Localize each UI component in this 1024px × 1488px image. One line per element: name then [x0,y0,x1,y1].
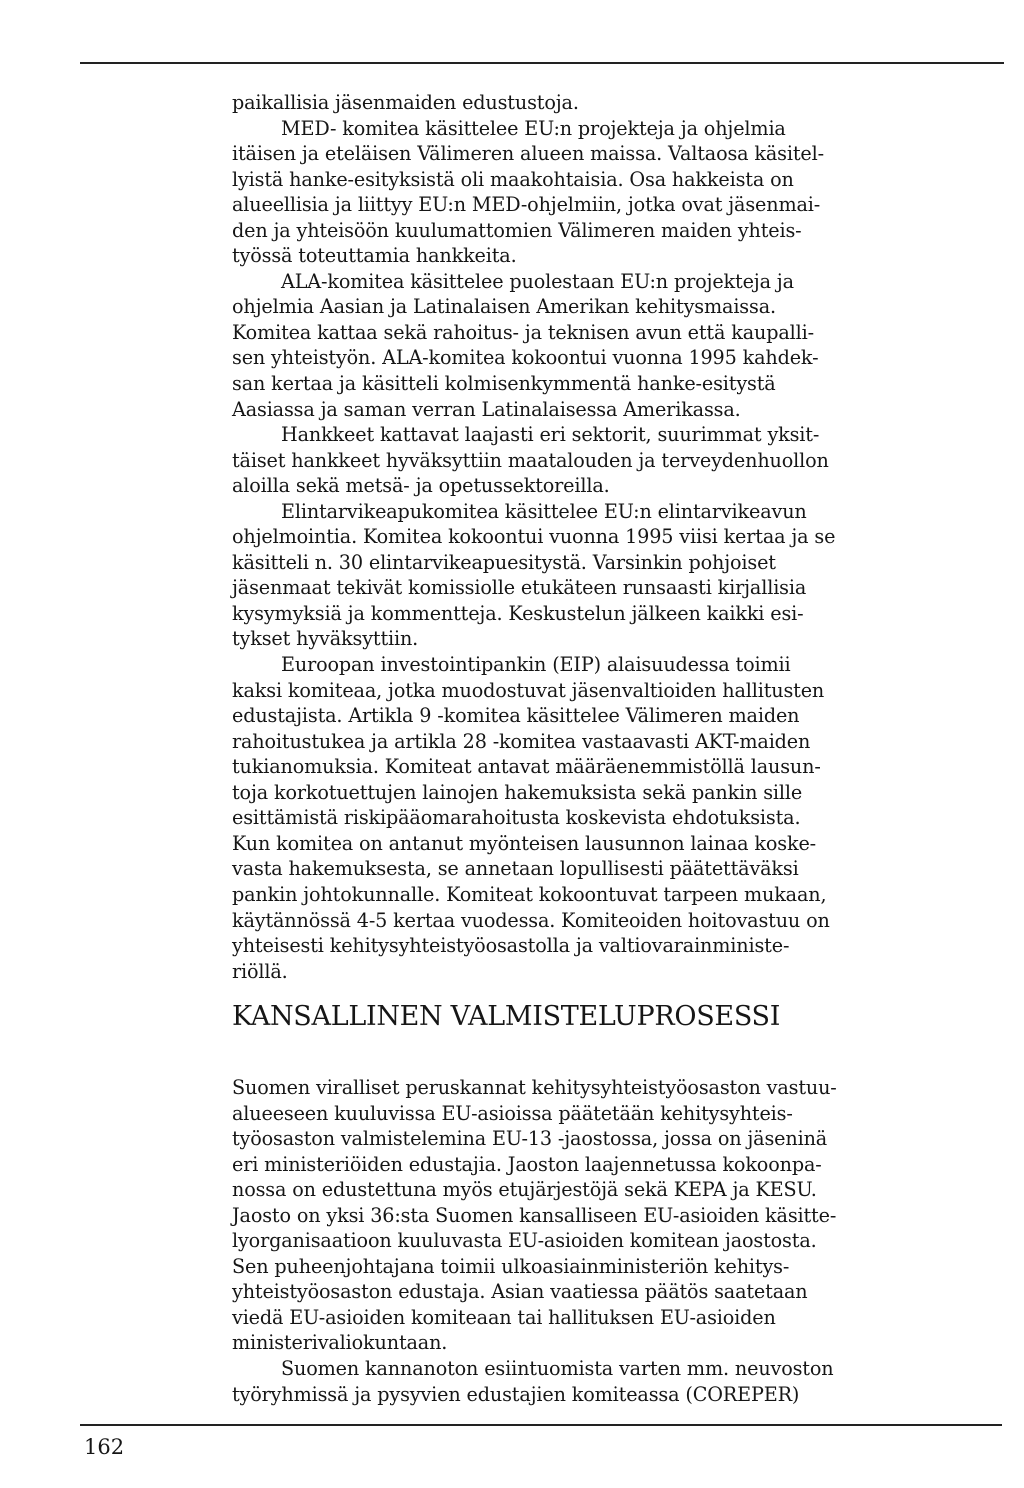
text-line: Hankkeet kattavat laajasti eri sektorit, suurimmat yksit- [281,423,820,447]
text-line: den ja yhteisöön kuulumattomien Välimeren maiden yhteis- [232,218,802,242]
text-line: aloilla sekä metsä- ja opetussektoreilla. [232,474,610,498]
text-line: lyistä hanke-esityksistä oli maakohtaisia. Osa hakkeista on [232,167,794,191]
text-line: työosaston valmistelemina EU-13 -jaostossa, jossa on jäseninä [232,1127,828,1151]
text-line: eri ministeriöiden edustajia. Jaoston laajennetussa kokoonpa- [232,1152,822,1176]
text-line: yhteistyöosaston edustaja. Asian vaatiessa päätös saatetaan [232,1280,808,1304]
text-line: Euroopan investointipankin (EIP) alaisuudessa toimii [281,653,791,677]
text-line: Elintarvikeapukomitea käsittelee EU:n elintarvikeavun [281,499,807,523]
text-line: ohjelmia Aasian ja Latinalaisen Amerikan kehitysmaissa. [232,295,776,319]
text-line: rahoitustukea ja artikla 28 -komitea vastaavasti AKT-maiden [232,729,811,753]
text-line: vasta hakemuksesta, se annetaan lopullisesti päätettäväksi [232,857,799,881]
text-line: lyorganisaatioon kuuluvasta EU-asioiden komitean jaostosta. [232,1229,817,1253]
text-line: kysymyksiä ja kommentteja. Keskustelun jälkeen kaikki esi- [232,601,804,625]
text-line: pankin johtokunnalle. Komiteat kokoontuvat tarpeen mukaan, [232,882,827,906]
text-line: Jaosto on yksi 36:sta Suomen kansalliseen EU-asioiden käsitte- [232,1203,837,1227]
text-line: toja korkotuettujen lainojen hakemuksista sekä pankin sille [232,780,803,804]
text-line: täiset hankkeet hyväksyttiin maatalouden ja terveydenhuollon [232,448,829,472]
text-line: sen yhteistyön. ALA-komitea kokoontui vuonna 1995 kahdek- [232,346,819,370]
text-line: viedä EU-asioiden komiteaan tai hallituksen EU-asioiden [232,1305,776,1329]
text-line: Suomen kannanoton esiintuomista varten mm. neuvoston [281,1357,834,1381]
text-line: MED- komitea käsittelee EU:n projekteja ja ohjelmia [281,116,786,140]
top-rule [80,62,1004,64]
text-line: tykset hyväksyttiin. [232,627,419,651]
text-line: Kun komitea on antanut myönteisen lausunnon lainaa koske- [232,831,816,855]
text-line: kaksi komiteaa, jotka muodostuvat jäsenvaltioiden hallitusten [232,678,825,702]
text-line: käytännössä 4-5 kertaa vuodessa. Komiteoiden hoitovastuu on [232,908,830,932]
text-line: nossa on edustettuna myös etujärjestöjä sekä KEPA ja KESU. [232,1178,817,1202]
text-line: työryhmissä ja pysyvien edustajien komiteassa (COREPER) [232,1382,800,1406]
text-line: Suomen viralliset peruskannat kehitysyhteistyöosaston vastuu- [232,1076,837,1099]
bottom-rule [80,1424,1002,1426]
text-line: ministerivaliokuntaan. [232,1331,448,1355]
text-line: tukianomuksia. Komiteat antavat määräenemmistöllä lausun- [232,755,821,779]
text-line: työssä toteuttamia hankkeita. [232,244,517,268]
page-number: 162 [84,1435,125,1459]
text-line: itäisen ja eteläisen Välimeren alueen maissa. Valtaosa käsitel- [232,142,824,166]
text-line: Aasiassa ja saman verran Latinalaisessa Amerikassa. [232,397,741,421]
text-line: jäsenmaat tekivät komissiolle etukäteen runsaasti kirjallisia [232,576,807,600]
text-line: Komitea kattaa sekä rahoitus- ja teknisen avun että kaupalli- [232,320,814,344]
text-line: riöllä. [232,959,288,983]
text-line: ALA-komitea käsittelee puolestaan EU:n projekteja ja [281,269,794,293]
section-heading: KANSALLINEN VALMISTELUPROSESSI [232,1001,781,1032]
text-line: esittämistä riskipääomarahoitusta koskevista ehdotuksista. [232,806,801,830]
text-line: alueeseen kuuluvissa EU-asioissa päätetään kehitysyhteis- [232,1101,793,1125]
text-line: san kertaa ja käsitteli kolmisenkymmentä hanke-esitystä [232,372,776,396]
text-line: ohjelmointia. Komitea kokoontui vuonna 1995 viisi kertaa ja se [232,525,836,549]
text-line: alueellisia ja liittyy EU:n MED-ohjelmiin, jotka ovat jäsenmai- [232,193,821,217]
body-text-section-1 [232,90,900,984]
body-text-section-2 [232,1075,900,1407]
text-line: yhteisesti kehitysyhteistyöosastolla ja valtiovarainministe- [232,934,790,958]
text-line: edustajista. Artikla 9 -komitea käsittelee Välimeren maiden [232,704,800,728]
text-line: käsitteli n. 30 elintarvikeapuesitystä. Varsinkin pohjoiset [232,550,776,574]
text-line: paikallisia jäsenmaiden edustustoja. [232,91,579,114]
text-line: Sen puheenjohtajana toimii ulkoasiainministeriön kehitys- [232,1254,790,1278]
